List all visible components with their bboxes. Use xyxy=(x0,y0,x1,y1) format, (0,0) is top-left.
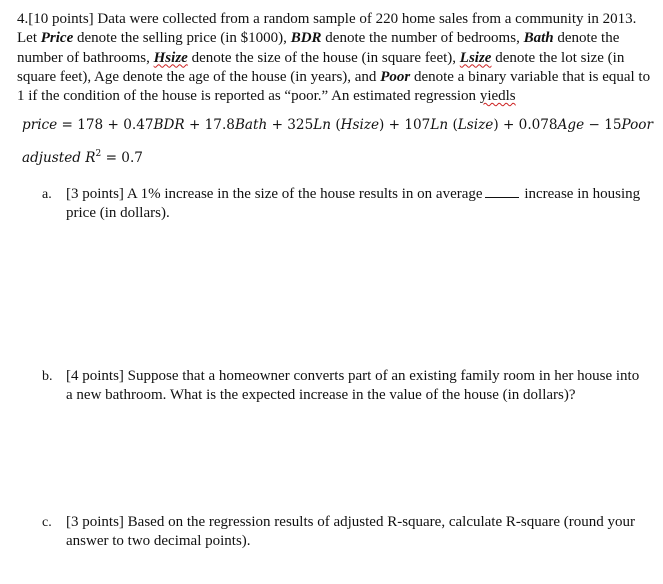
eq-var: Ln xyxy=(313,117,332,133)
eq-term: − 15 xyxy=(584,117,622,133)
answer-blank[interactable] xyxy=(485,185,519,198)
yields-word: yiedls xyxy=(479,88,516,105)
r2-sup: 2 xyxy=(95,149,102,159)
question-text-part: [3 points] A 1% increase in the size of the house results in on average xyxy=(66,186,483,202)
question-c xyxy=(42,513,642,551)
r2-label: adjusted R xyxy=(22,150,96,166)
eq-term: ) + 107 xyxy=(379,117,431,133)
var-bath: Bath xyxy=(523,30,554,47)
intro-text: denote the size of the house (in square feet), xyxy=(187,49,460,66)
question-label: a. xyxy=(42,187,52,202)
var-price: Price xyxy=(40,30,74,47)
question-b xyxy=(42,367,642,405)
eq-term: ( xyxy=(331,117,341,133)
intro-text: denote the number of bedrooms, xyxy=(321,30,524,47)
eq-var: BDR xyxy=(153,117,185,133)
problem-number: 4. xyxy=(17,11,29,27)
eq-var: Bath xyxy=(234,117,268,133)
eq-term: + 17.8 xyxy=(184,117,235,133)
problem-points: [10 points] xyxy=(28,11,94,27)
question-label: b. xyxy=(42,369,53,384)
eq-term: + 325 xyxy=(267,117,314,133)
eq-var: Ln xyxy=(430,117,449,133)
var-lsize: Lsize xyxy=(459,49,492,66)
question-text xyxy=(66,185,642,223)
question-text: [3 points] Based on the regression results of adjusted R-square, calculate R-square (round your answer to two decimal points). xyxy=(66,514,636,549)
intro-text: denote the lot size (in square feet), Age denote the age of the house (in years), and xyxy=(17,49,625,85)
eq-var: Lsize xyxy=(457,117,494,133)
eq-lhs: price xyxy=(22,117,58,133)
question-label: c. xyxy=(42,515,52,530)
var-bdr: BDR xyxy=(290,30,322,47)
regression-equation xyxy=(22,117,653,133)
question-text: [4 points] Suppose that a homeowner converts part of an existing family room in her house into a new bathroom. What is the expected increase in the value of the house (in dollars)? xyxy=(66,368,640,403)
var-hsize: Hsize xyxy=(153,49,188,66)
eq-var: Hsize xyxy=(340,117,380,133)
eq-term: ( xyxy=(448,117,458,133)
question-a xyxy=(42,185,642,223)
eq-var: Age xyxy=(557,117,585,133)
eq-term: ) + 0.078 xyxy=(493,117,558,133)
adjusted-r2 xyxy=(22,149,143,166)
problem-statement xyxy=(17,10,651,106)
eq-var: Poor xyxy=(621,117,653,133)
question-text-part: increase in housing price (in dollars). xyxy=(66,186,641,221)
intro-text: Data were collected from a random sample of 220 home sales from a community in 2013. Let xyxy=(17,11,637,47)
intro-text: denote a binary variable that is equal to 1 if the condition of the house is reported as “poor.” An estimated regression xyxy=(17,68,651,105)
eq-term: = 178 + 0.47 xyxy=(57,117,154,133)
r2-value: = 0.7 xyxy=(101,150,143,166)
var-poor: Poor xyxy=(380,68,411,85)
intro-text: denote the number of bathrooms, xyxy=(17,30,620,66)
intro-text: denote the selling price (in $1000), xyxy=(73,30,291,47)
